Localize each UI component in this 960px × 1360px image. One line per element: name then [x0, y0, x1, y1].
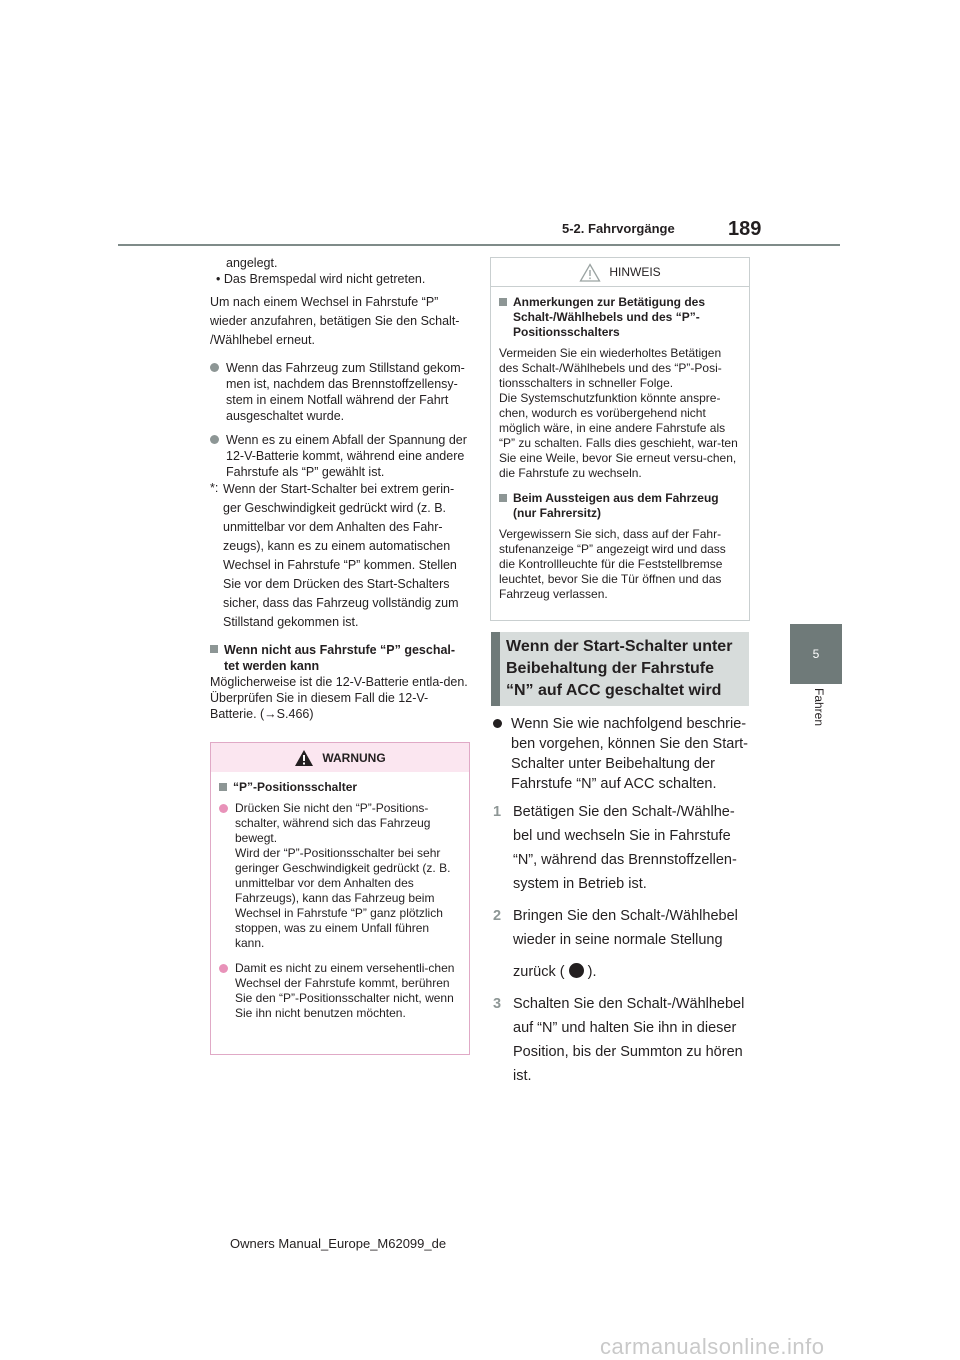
header-rule [118, 244, 840, 246]
section-title: 5-2. Fahrvorgänge [562, 221, 675, 236]
right-column [493, 714, 749, 1092]
subheading-text: Wenn nicht aus Fahrstufe “P” geschal-tet werden kann [224, 643, 456, 673]
step-number: 1 [493, 804, 502, 820]
warning-heading [219, 780, 461, 795]
list-item-text: Wenn es zu einem Abfall der Spannung der 12-V-Batterie kommt, während eine andere Fahrstufe als “P” gewählt ist. [226, 433, 467, 479]
footnote-line: Stillstand gekommen ist. [223, 615, 359, 629]
hint-heading-text: Anmerkungen zur Betätigung des Schalt-/Wählhebels und des “P”-Positionsschalters [513, 295, 706, 339]
bullet-icon [219, 804, 228, 813]
intro-item [493, 714, 749, 794]
hint-header [491, 258, 749, 287]
paragraph-line: wieder anzufahren, betätigen Sie den Schalt- [210, 314, 460, 328]
section-heading-text: Wenn der Start-Schalter unter Beibehaltung der Fahrstufe “N” auf ACC geschaltet wird [506, 638, 733, 699]
left-column [210, 255, 468, 722]
square-bullet-icon [499, 494, 507, 502]
bullet-icon [219, 964, 228, 973]
footnote [210, 480, 468, 632]
list-item-text: Wenn das Fahrzeug zum Stillstand gekom-men ist, nachdem das Brennstoffzellensy-stem in einem Notfall während der Fahrt ausgeschaltet wurde. [226, 361, 465, 423]
step-number: 3 [493, 996, 502, 1012]
paragraph-line: /Wählhebel erneut. [210, 333, 315, 347]
continued-text: angelegt. [226, 256, 278, 270]
hint-paragraph: Vergewissern Sie sich, dass auf der Fahr-stufenanzeige “P” angezeigt wird und dass die Kontrollleuchte für die Feststellbremse leuchtet, bevor Sie die Tür öffnen und das Fahrzeug verlassen. [499, 527, 726, 601]
footnote-line: zeugs), kann es zu einem automatischen [223, 539, 451, 553]
bullet-icon [210, 363, 219, 372]
warning-item [219, 961, 461, 1021]
watermark: carmanualsonline.info [600, 1334, 825, 1359]
step-text: Schalten Sie den Schalt-/Wählhebel auf “N” und halten Sie ihn in dieser Position, bis der Summton zu hören ist. [513, 996, 745, 1084]
step-text: Betätigen Sie den Schalt-/Wählhe-bel und wechseln Sie in Fahrstufe “N”, während das Brennstoffzellen-system in Betrieb ist. [513, 804, 737, 892]
footnote-line: unmittelbar vor dem Anhalten des Fahr- [223, 520, 443, 534]
dot-position-icon [569, 963, 584, 978]
step-number: 2 [493, 908, 502, 924]
continued-item: • Das Bremspedal wird nicht getreten. [216, 272, 426, 286]
list-item [210, 432, 468, 480]
footer-manual-id: Owners Manual_Europe_M62099_de [230, 1236, 447, 1251]
hint-box [490, 257, 750, 621]
subheading [210, 642, 468, 674]
footnote-line: ger Geschwindigkeit gedrückt wird (z. B. [223, 501, 447, 515]
heading-bar [491, 632, 500, 706]
warning-title: WARNUNG [322, 750, 386, 765]
warning-header [211, 743, 469, 772]
step-text-tail [513, 960, 749, 984]
hint-title: HINWEIS [609, 265, 661, 279]
paragraph: Möglicherweise ist die 12-V-Batterie entla-den. Überprüfen Sie in diesem Fall die 12-V-Batterie. (→S.466) [210, 675, 468, 721]
warning-item-text: Drücken Sie nicht den “P”-Positions-schalter, während sich das Fahrzeug bewegt. [235, 801, 431, 845]
warning-item [219, 801, 461, 951]
page-number: 189 [728, 218, 762, 240]
step-text: zurück ( [513, 964, 565, 980]
footnote-mark: *: [210, 481, 219, 495]
list-item [210, 360, 468, 424]
hint-heading-text: Beim Aussteigen aus dem Fahrzeug (nur Fahrersitz) [513, 491, 719, 520]
warning-item-text: Wird der “P”-Positionsschalter bei sehr geringer Geschwindigkeit gedrückt (z. B. unmittelbar vor dem Anhalten des Fahrzeugs), kann das Fahrzeug beim Wechsel in Fahrstufe “P” ganz plötzlich stoppen, was zu einem Unfall führen kann. [235, 846, 451, 950]
step-text: ). [587, 964, 597, 980]
hint-heading [499, 295, 741, 340]
step-1 [493, 800, 749, 896]
paragraph-line: Um nach einem Wechsel in Fahrstufe “P” [210, 295, 439, 309]
intro-text: Wenn Sie wie nachfolgend beschrie-ben vorgehen, können Sie den Start-Schalter unter Beibehaltung der Fahrstufe “N” auf ACC schalten. [511, 716, 748, 792]
section-heading [491, 632, 749, 706]
step-text: Bringen Sie den Schalt-/Wählhebel wieder in seine normale Stellung [513, 908, 738, 948]
warning-item-text: Damit es nicht zu einem versehentli-chen Wechsel der Fahrstufe kommt, berühren Sie den “P”-Positionsschalter nicht, wenn Sie ihn nicht benutzen möchten. [235, 961, 455, 1020]
hint-paragraph: Die Systemschutzfunktion könnte anspre-chen, wodurch es vorübergehend nicht möglich wäre, in eine andere Fahrstufe als “P” zu schalten. Falls dies geschieht, war-ten Sie eine Weile, bevor Sie erneut versu-chen, die Fahrstufe zu wechseln. [499, 391, 738, 480]
square-bullet-icon [219, 783, 227, 791]
bullet-icon [210, 435, 219, 444]
chapter-label: Fahren [812, 688, 826, 727]
hint-heading [499, 491, 741, 521]
warning-triangle-icon [294, 749, 314, 767]
footnote-line: Sie vor dem Drücken des Start-Schalters [223, 577, 450, 591]
warning-heading-text: “P”-Positionsschalter [233, 780, 358, 794]
footnote-line: Wechsel in Fahrstufe “P” kommen. Stellen [223, 558, 457, 572]
step-2 [493, 904, 749, 984]
warning-box [210, 742, 470, 1055]
square-bullet-icon [210, 645, 218, 653]
footnote-line: sicher, dass das Fahrzeug vollständig zum [223, 596, 459, 610]
square-bullet-icon [499, 298, 507, 306]
bullet-icon [493, 719, 502, 728]
step-3 [493, 992, 749, 1088]
hint-paragraph: Vermeiden Sie ein wiederholtes Betätigen des Schalt-/Wählhebels und des “P”-Posi-tionsschalters in schneller Folge. [499, 346, 722, 390]
chapter-tab: 5 [790, 624, 842, 684]
caution-triangle-icon [579, 263, 601, 282]
footnote-line: Wenn der Start-Schalter bei extrem gerin- [223, 482, 455, 496]
